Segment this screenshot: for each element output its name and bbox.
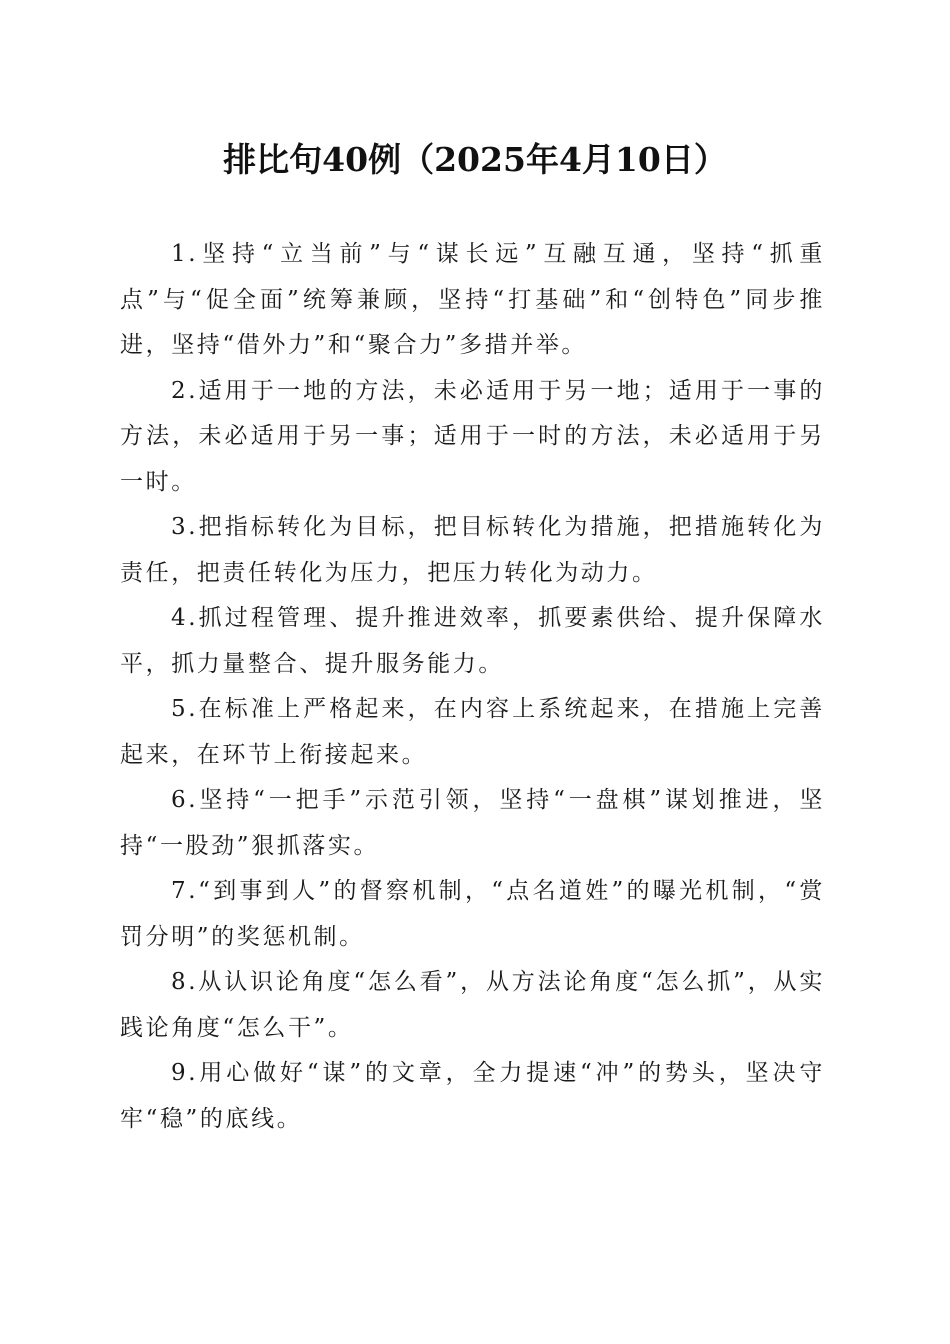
- document-body: [120, 232, 825, 1142]
- paragraph-7: 7.“到事到人”的督察机制，“点名道姓”的曝光机制，“赏罚分明”的奖惩机制。: [120, 878, 825, 950]
- paragraph-3: 3.把指标转化为目标，把目标转化为措施，把措施转化为责任，把责任转化为压力，把压力转化为动力。: [120, 514, 825, 586]
- paragraph-4: 4.抓过程管理、提升推进效率，抓要素供给、提升保障水平，抓力量整合、提升服务能力。: [120, 605, 825, 677]
- paragraph-9: 9.用心做好“谋”的文章，全力提速“冲”的势头，坚决守牢“稳”的底线。: [120, 1060, 825, 1132]
- paragraph-8: 8.从认识论角度“怎么看”，从方法论角度“怎么抓”，从实践论角度“怎么干”。: [120, 969, 825, 1041]
- paragraph-5: 5.在标准上严格起来，在内容上系统起来，在措施上完善起来，在环节上衔接起来。: [120, 696, 825, 768]
- paragraph-2: 2.适用于一地的方法，未必适用于另一地；适用于一事的方法，未必适用于另一事；适用于一时的方法，未必适用于另一时。: [120, 377, 825, 495]
- page-title: 排比句40例（2025年4月10日）: [223, 140, 727, 179]
- paragraph-1: 1.坚持“立当前”与“谋长远”互融互通，坚持“抓重点”与“促全面”统筹兼顾，坚持“打基础”和“创特色”同步推进，坚持“借外力”和“聚合力”多措并举。: [120, 241, 825, 358]
- paragraph-6: 6.坚持“一把手”示范引领，坚持“一盘棋”谋划推进，坚持“一股劲”狠抓落实。: [120, 787, 825, 859]
